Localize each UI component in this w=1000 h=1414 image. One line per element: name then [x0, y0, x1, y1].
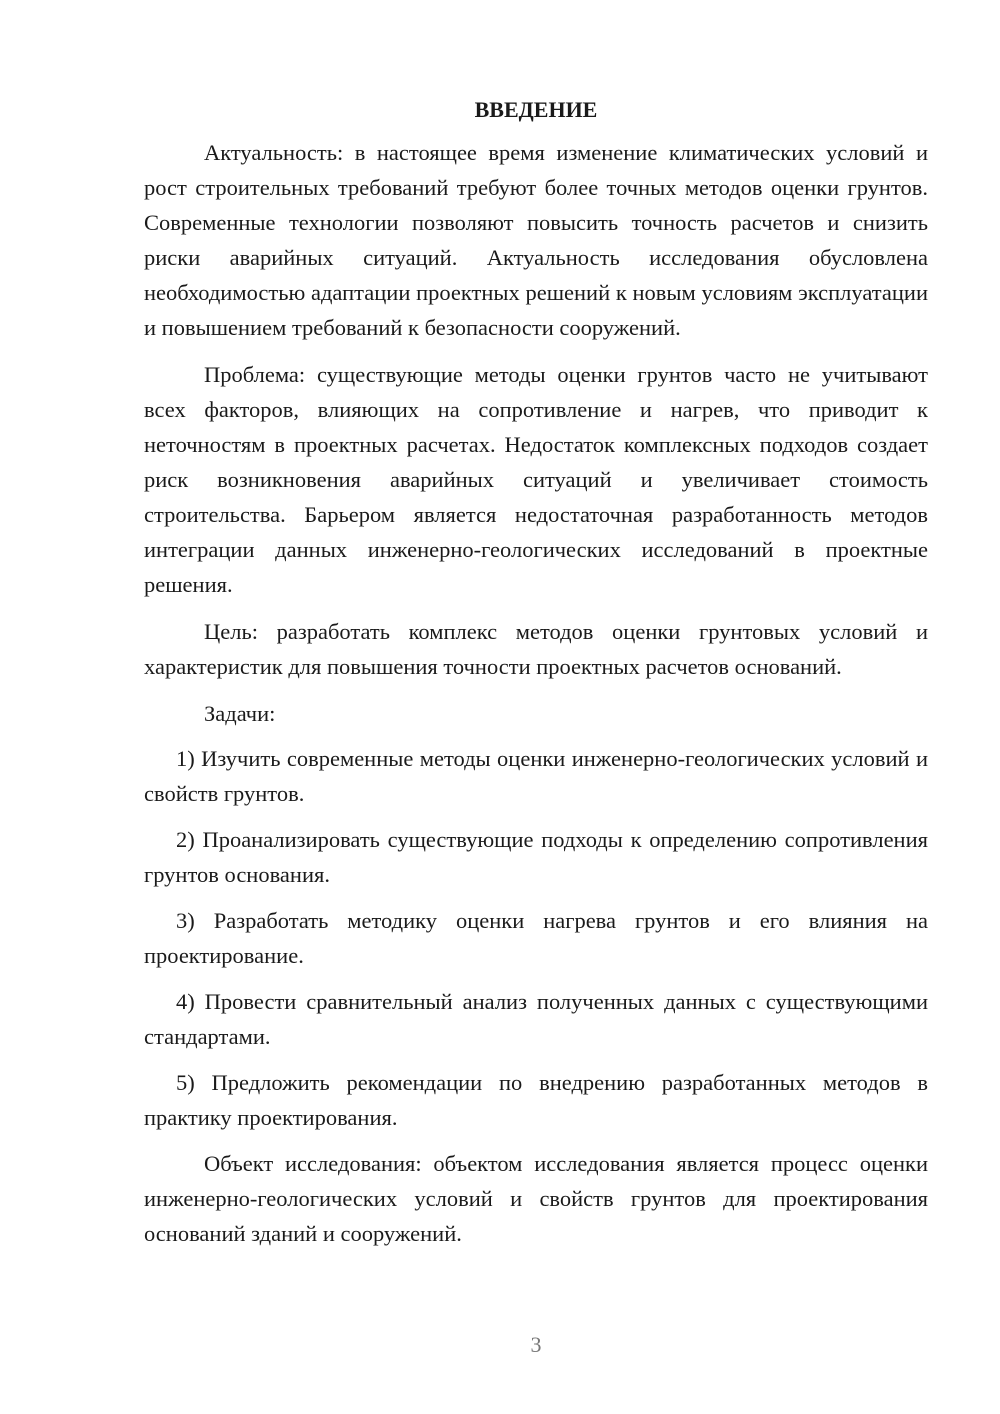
task-item-5: 5) Предложить рекомендации по внедрению разработанных методов в практику проектирования.: [144, 1070, 928, 1130]
page-content: [144, 92, 928, 1263]
problem-paragraph: Проблема: существующие методы оценки грунтов часто не учитывают всех факторов, влияющих на сопротивление и нагрев, что приводит к неточностям в проектных расчетах. Недостаток комплексных подходов создает риск возникновения аварийных ситуаций и увеличивает стоимость строительства. Барьером является недостаточная разработанность методов интеграции данных инженерно-геологических исследований в проектные решения.: [144, 362, 928, 597]
section-title: ВВЕДЕНИЕ: [474, 97, 598, 122]
page-number: 3: [530, 1332, 542, 1357]
relevance-paragraph: Актуальность: в настоящее время изменение климатических условий и рост строительных требований требуют более точных методов оценки грунтов. Современные технологии позволяют повысить точность расчетов и снизить риски аварийных ситуаций. Актуальность исследования обусловлена необходимостью адаптации проектных решений к новым условиям эксплуатации и повышением требований к безопасности сооружений.: [144, 140, 928, 340]
goal-paragraph: Цель: разработать комплекс методов оценки грунтовых условий и характеристик для повышения точности проектных расчетов оснований.: [144, 619, 928, 679]
task-item-4: 4) Провести сравнительный анализ полученных данных с существующими стандартами.: [144, 989, 928, 1049]
task-item-1: 1) Изучить современные методы оценки инженерно-геологических условий и свойств грунтов.: [144, 746, 928, 806]
task-item-2: 2) Проанализировать существующие подходы к определению сопротивления грунтов основания.: [144, 827, 928, 887]
task-item-3: 3) Разработать методику оценки нагрева грунтов и его влияния на проектирование.: [144, 908, 928, 968]
object-paragraph: Объект исследования: объектом исследования является процесс оценки инженерно-геологических условий и свойств грунтов для проектирования оснований зданий и сооружений.: [144, 1151, 928, 1246]
tasks-label: Задачи:: [204, 701, 276, 726]
